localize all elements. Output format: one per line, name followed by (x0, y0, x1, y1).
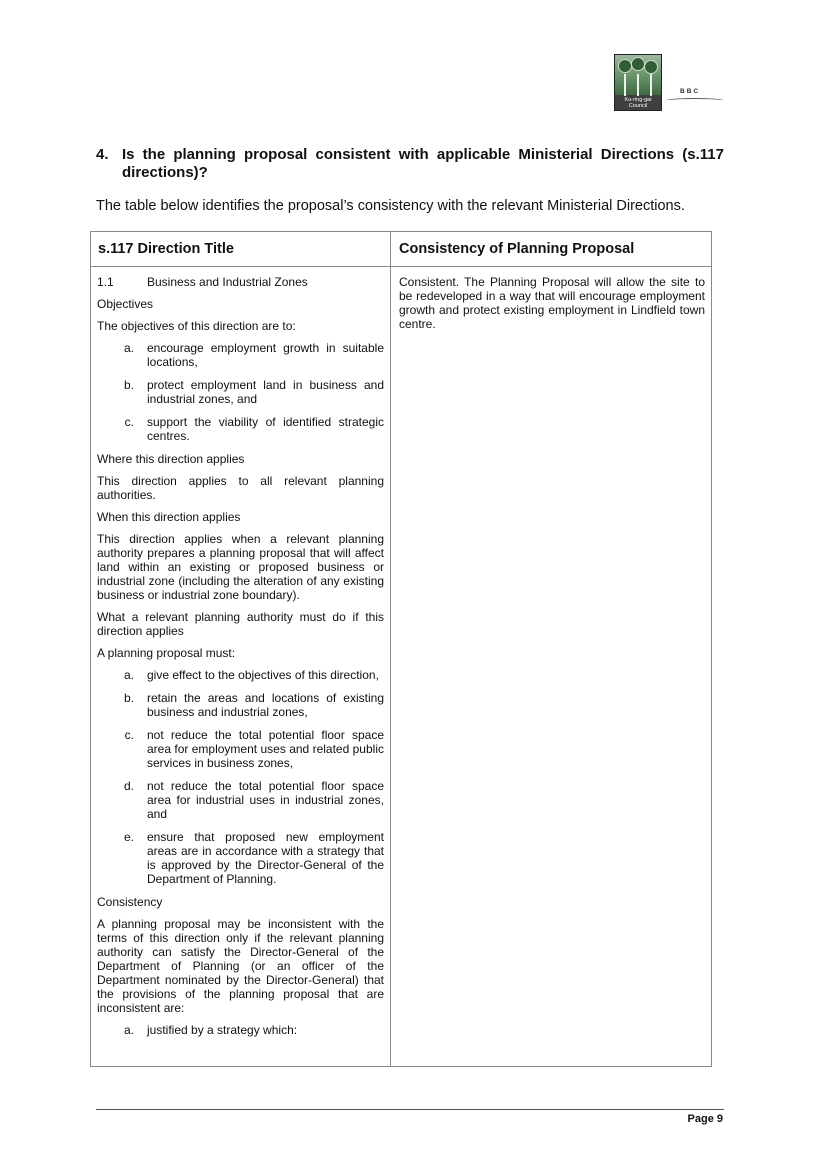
bbc-logo-swoosh (666, 98, 724, 103)
consistency-cell: Consistent. The Planning Proposal will allow the site to be redeveloped in a way that will encourage employment growth and protect existing employment in Lindfield town centre. (399, 275, 705, 331)
list-item (97, 1023, 384, 1037)
direction-cell (97, 275, 384, 1046)
list-text: not reduce the total potential floor space area for employment uses and related public services in business zones, (147, 728, 384, 770)
intro-paragraph: The table below identifies the proposal’s consistency with the relevant Ministerial Directions. (96, 198, 685, 214)
direction-number: 1.1 (97, 275, 114, 289)
list-text: encourage employment growth in suitable locations, (147, 341, 384, 369)
what-heading: What a relevant planning authority must do if this direction applies (97, 610, 384, 638)
tree-trunk (637, 74, 639, 96)
where-heading: Where this direction applies (97, 452, 245, 466)
section-heading: Is the planning proposal consistent with applicable Ministerial Directions (s.117 directions)? (122, 146, 724, 181)
consistency-heading: Consistency (97, 895, 163, 909)
list-marker: c. (124, 415, 134, 429)
tree-canopy (618, 59, 632, 73)
section-number: 4. (96, 146, 109, 163)
list-text: retain the areas and locations of existing business and industrial zones, (147, 691, 384, 719)
objectives-heading: Objectives (97, 297, 154, 311)
list-text: justified by a strategy which: (147, 1023, 298, 1037)
ku-ring-gai-council-logo (614, 54, 662, 111)
tree-trunk (650, 74, 652, 96)
when-heading: When this direction applies (97, 510, 241, 524)
objectives-intro: The objectives of this direction are to: (97, 319, 296, 333)
list-marker: b. (123, 691, 134, 705)
list-item (97, 341, 384, 369)
list-marker: a. (123, 341, 134, 355)
footer-divider (96, 1109, 724, 1110)
tree-canopy (631, 57, 645, 71)
tree-canopy (644, 60, 658, 74)
must-intro: A planning proposal must: (97, 646, 236, 660)
list-item (97, 415, 384, 443)
list-text: ensure that proposed new employment areas are in accordance with a strategy that is approved by the Director-General of the Department of Planning. (147, 830, 384, 886)
direction-title: Business and Industrial Zones (147, 275, 308, 289)
page-number: Page 9 (687, 1113, 723, 1125)
direction-title-row (97, 275, 384, 289)
list-text: not reduce the total potential floor space area for industrial uses in industrial zones, and (147, 779, 384, 821)
list-item (97, 779, 384, 821)
list-text: give effect to the objectives of this direction, (147, 668, 379, 682)
list-marker: d. (123, 779, 134, 793)
list-text: protect employment land in business and industrial zones, and (147, 378, 384, 406)
list-marker: e. (123, 830, 134, 844)
tree-trunk (624, 74, 626, 96)
column-divider (390, 232, 391, 1066)
list-text: support the viability of identified strategic centres. (147, 415, 384, 443)
consistency-text: A planning proposal may be inconsistent with the terms of this direction only if the relevant planning authority can satisfy the Director-General of the Department of Planning (or an officer of the Department nominated by the Director-General) that the provisions of the planning proposal that are inconsistent are: (97, 917, 384, 1015)
list-marker: a. (123, 668, 134, 682)
list-item (97, 668, 384, 682)
bbc-logo-letters: BBC (680, 88, 701, 95)
header-divider (91, 266, 711, 267)
list-marker: b. (123, 378, 134, 392)
list-item (97, 728, 384, 770)
council-logo-text: Ku-ring-gai Council (624, 97, 652, 109)
list-item (97, 378, 384, 406)
bbc-consultant-logo (666, 88, 724, 112)
where-text: This direction applies to all relevant planning authorities. (97, 474, 384, 502)
directions-table (90, 231, 712, 1067)
list-item (97, 691, 384, 719)
when-text: This direction applies when a relevant planning authority prepares a planning proposal that will affect land within an existing or proposed business or industrial zone (including the alteration of any existing business or industrial zone boundary). (97, 532, 384, 602)
list-marker: a. (123, 1023, 134, 1037)
header-direction-title: s.117 Direction Title (98, 241, 234, 257)
header-consistency: Consistency of Planning Proposal (399, 241, 635, 257)
list-marker: c. (124, 728, 134, 742)
list-item (97, 830, 384, 886)
